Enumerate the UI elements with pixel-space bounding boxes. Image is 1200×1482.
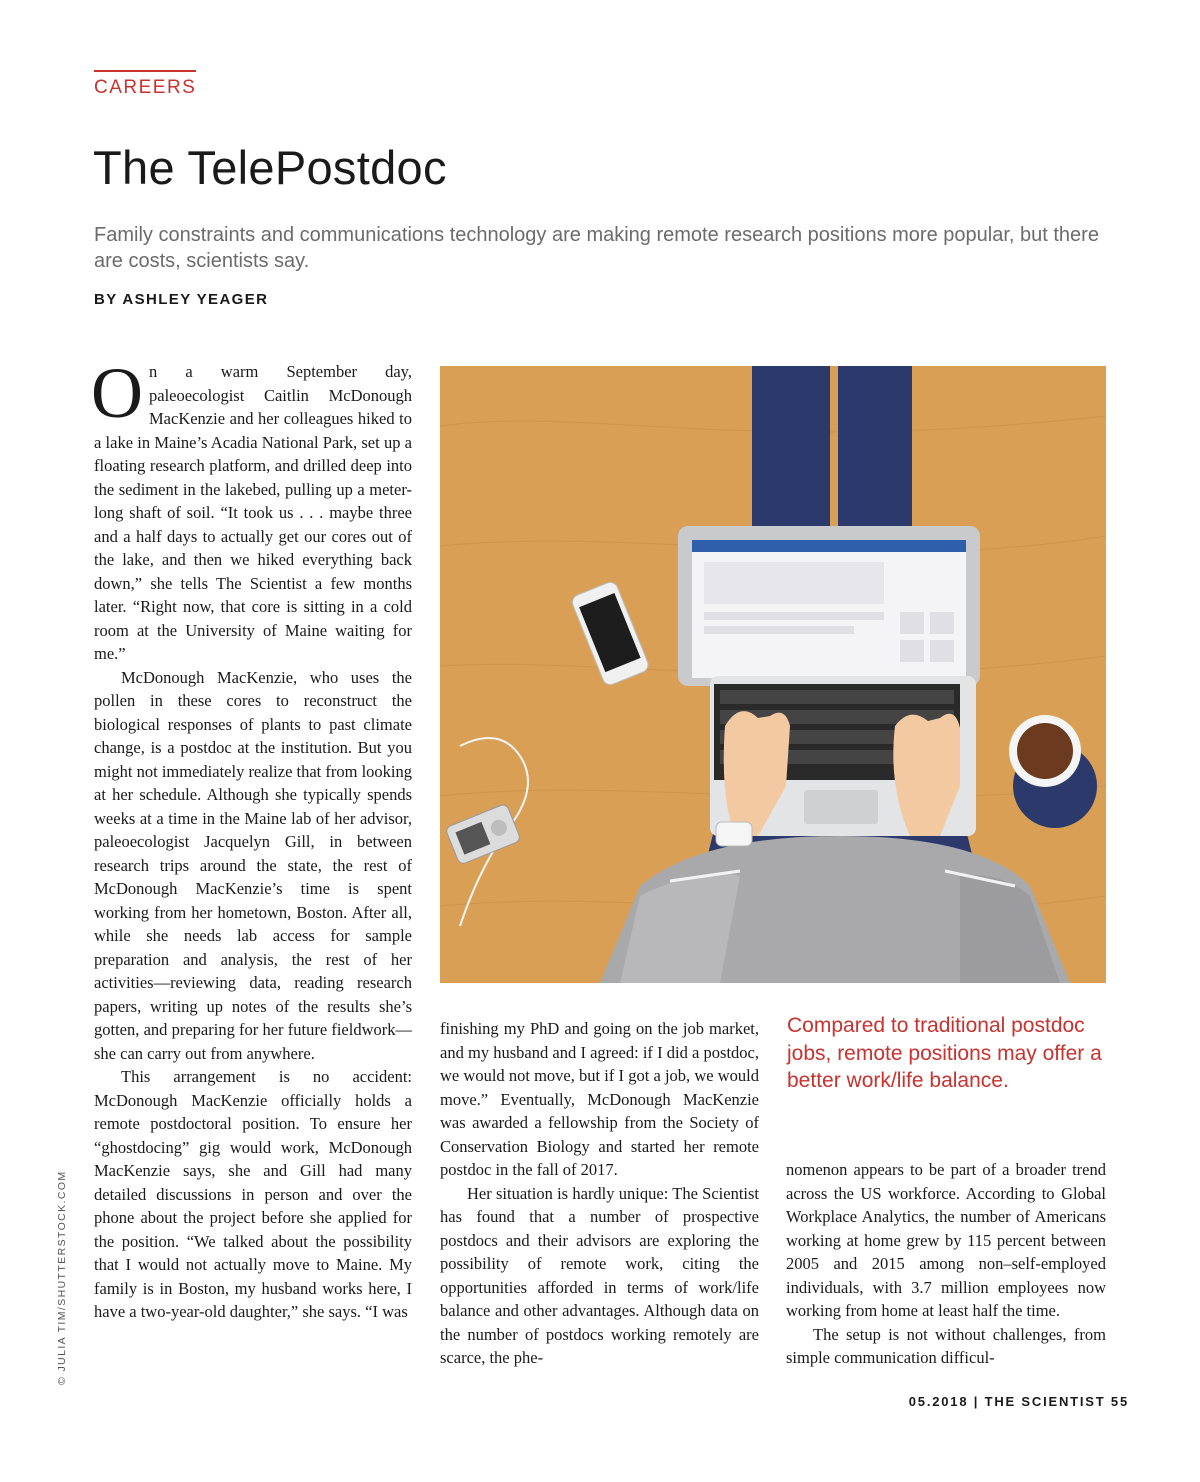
dek: Family constraints and communications technology are making remote research positions more popular, but there are costs, scientists say. — [94, 224, 1099, 272]
paragraph: finishing my PhD and going on the job market, and my husband and I agreed: if I did a postdoc, we would not move, but if I got a job, we would move.” Eventually, McDonough MacKenzie was awarded a fellowship from the Society of Conservation Biology and started her remote postdoc in the fall of 2017. — [440, 1019, 759, 1179]
paragraph: Her situation is hardly unique: The Scientist has found that a number of prospective postdocs and their advisors are exploring the possibility of remote work, citing the opportunities afforded in terms of work/life balance and other advantages. Although data on the number of postdocs working remotely are scarce, the phe- — [440, 1183, 759, 1367]
page-title: The TelePostdoc — [93, 141, 447, 194]
laptop-illustration — [440, 366, 1106, 983]
byline: BY ASHLEY YEAGER — [94, 291, 269, 308]
section-rule — [94, 70, 196, 72]
article-column-1 — [91, 353, 413, 1324]
paragraph: nomenon appears to be part of a broader trend across the US workforce. According to Global Workplace Analytics, the number of Americans working at home grew by 115 percent between 2005 and 2015 among non–self-employed individuals, with 3.7 million employees now working from home at least half the time. — [786, 1160, 1106, 1320]
paragraph: McDonough MacKenzie, who uses the pollen in these cores to reconstruct the biological responses of plants to past climate change, is a postdoc at the institution. But you might not immediately realize that from looking at her schedule. Although she typically spends weeks at a time in the Maine lab of her advisor, paleoecologist Jacquelyn Gill, in between research trips around the state, the rest of McDonough MacKenzie’s time is spent working from her hometown, Boston. After all, while she needs lab access for sample preparation and analysis, the rest of her activities—reviewing data, reading research papers, writing up notes of the results she’s gotten, and preparing for her future fieldwork—she can carry out from anywhere. — [94, 667, 413, 1063]
article-column-3 — [786, 1158, 1106, 1370]
pull-quote: Compared to traditional postdoc jobs, remote positions may offer a better work/life balance. — [787, 1014, 1102, 1092]
drop-cap: O — [91, 353, 143, 433]
article-column-2 — [440, 1017, 759, 1370]
paragraph-text: n a warm September day, paleoecologist Caitlin McDonough MacKenzie and her colleagues hiked to a lake in Maine’s Acadia National Park, set up a floating research platform, and drilled deep into the sediment in the lakebed, pulling up a meter-long shaft of soil. “It took us . . . maybe three and a half days to actually get our cores out of the lake, and then we hiked everything back down,” she tells The Scientist a few months later. “Right now, that core is sitting in a cold room at the University of Maine waiting for me.” — [94, 362, 412, 663]
page-folio: 05.2018 | THE SCIENTIST 55 — [908, 1394, 1129, 1409]
paragraph: This arrangement is no accident: McDonough MacKenzie officially holds a remote postdoctoral position. To ensure her “ghostdocing” gig would work, McDonough MacKenzie says, she and Gill had many detailed discussions in person and over the phone about the project before she applied for the position. “We talked about the possibility that I would not actually move to Maine. My family is in Boston, my husband works here, I have a two-year-old daughter,” she says. “I was — [94, 1067, 412, 1321]
photo-credit: © JULIA TIM/SHUTTERSTOCK.COM — [56, 1170, 68, 1385]
paragraph — [91, 353, 412, 666]
section-label: CAREERS — [94, 77, 197, 98]
paragraph: The setup is not without challenges, from simple communication difficul- — [786, 1324, 1106, 1367]
